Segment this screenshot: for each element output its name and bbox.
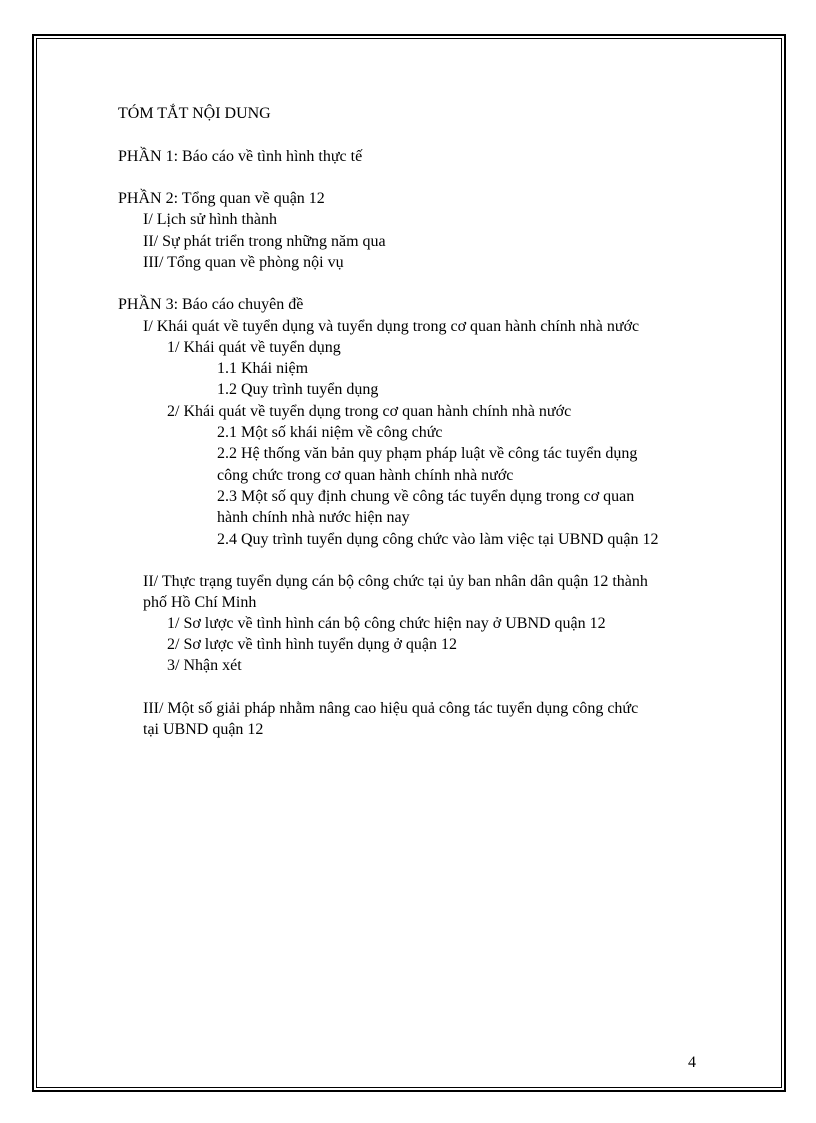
section3-heading: III/ Một số giải pháp nhằm nâng cao hiệu quả công tác tuyển dụng công chức (143, 700, 639, 717)
sub1-item: 1.2 Quy trình tuyển dụng (217, 381, 379, 398)
sub2-item-continued: hành chính nhà nước hiện nay (217, 509, 410, 526)
section3-heading-continued: tại UBND quận 12 (143, 721, 264, 738)
part3-heading: PHẦN 3: Báo cáo chuyên đề (118, 296, 304, 313)
sub2-item: 2.2 Hệ thống văn bản quy phạm pháp luật về công tác tuyển dụng (217, 445, 638, 462)
sub2-item: 2.3 Một số quy định chung về công tác tuyển dụng trong cơ quan (217, 488, 635, 505)
part2-item: II/ Sự phát triển trong những năm qua (143, 233, 386, 250)
section2-heading: II/ Thực trạng tuyển dụng cán bộ công chức tại ủy ban nhân dân quận 12 thành (143, 573, 648, 590)
section2-item: 1/ Sơ lược về tình hình cán bộ công chức hiện nay ở UBND quận 12 (167, 615, 606, 632)
section2-item: 2/ Sơ lược về tình hình tuyển dụng ở quận 12 (167, 636, 458, 653)
part2-item: III/ Tổng quan về phòng nội vụ (143, 254, 344, 271)
page-number: 4 (688, 1054, 696, 1071)
document-title: TÓM TẮT NỘI DUNG (118, 105, 271, 122)
section1-heading: I/ Khái quát về tuyển dụng và tuyển dụng trong cơ quan hành chính nhà nước (143, 318, 640, 335)
sub2-item: 2.4 Quy trình tuyển dụng công chức vào làm việc tại UBND quận 12 (217, 531, 659, 548)
part2-heading: PHẦN 2: Tổng quan về quận 12 (118, 190, 325, 207)
section2-item: 3/ Nhận xét (167, 657, 242, 674)
sub2-item: 2.1 Một số khái niệm về công chức (217, 424, 443, 441)
part1-heading: PHẦN 1: Báo cáo về tình hình thực tế (118, 148, 363, 165)
sub1-heading: 1/ Khái quát về tuyển dụng (167, 339, 341, 356)
sub2-heading: 2/ Khái quát về tuyển dụng trong cơ quan hành chính nhà nước (167, 403, 572, 420)
sub1-item: 1.1 Khái niệm (217, 360, 309, 377)
sub2-item-continued: công chức trong cơ quan hành chính nhà nước (217, 467, 514, 484)
part2-item: I/ Lịch sử hình thành (143, 211, 277, 228)
section2-heading-continued: phố Hồ Chí Minh (143, 594, 257, 611)
